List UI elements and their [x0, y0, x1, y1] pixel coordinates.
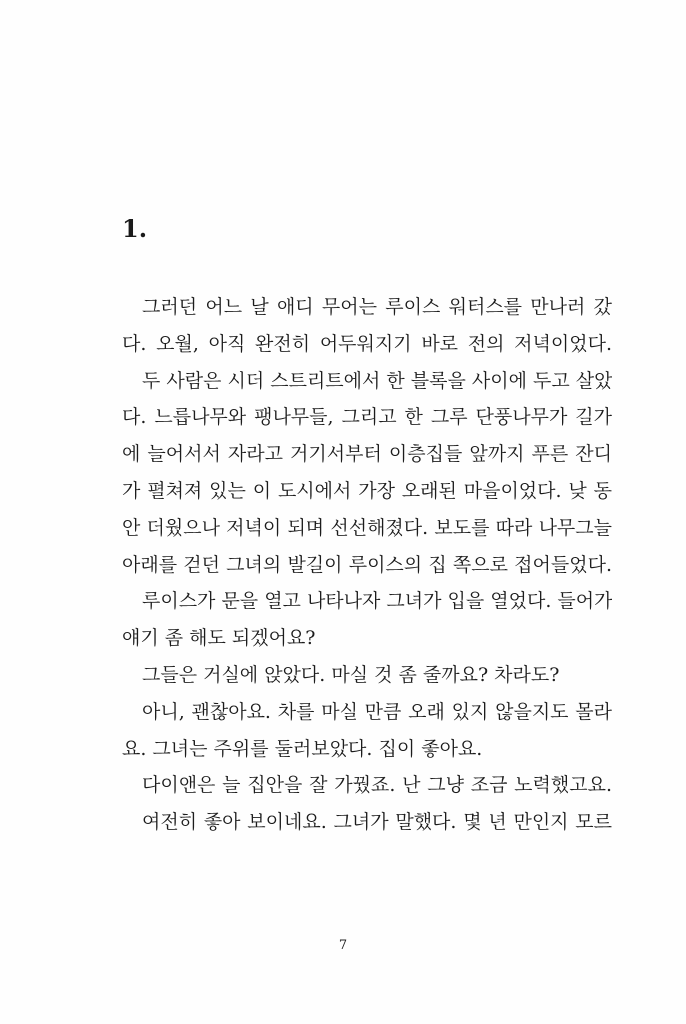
- text-line: 루이스가 문을 열고 나타나자 그녀가 입을 열었다. 들어가: [142, 590, 612, 613]
- text-line: 두 사람은 시더 스트리트에서 한 블록을 사이에 두고 살았: [142, 369, 612, 392]
- text-line: 다. 느릅나무와 팽나무들, 그리고 한 그루 단풍나무가 길가: [122, 406, 612, 429]
- text-line: 안 더웠으나 저녁이 되며 선선해졌다. 보도를 따라 나무그늘: [122, 516, 612, 539]
- text-line: 가 펼쳐져 있는 이 도시에서 가장 오래된 마을이었다. 낮 동: [122, 479, 612, 502]
- chapter-heading: 1.: [122, 214, 148, 243]
- body-text: [122, 289, 612, 841]
- text-line: 아래를 걷던 그녀의 발길이 루이스의 집 쪽으로 접어들었다.: [122, 553, 612, 576]
- text-line: 다. 오월, 아직 완전히 어두워지기 바로 전의 저녁이었다.: [122, 332, 612, 355]
- text-line: 다이앤은 늘 집안을 잘 가꿨죠. 난 그냥 조금 노력했고요.: [142, 774, 612, 797]
- text-line: 요. 그녀는 주위를 둘러보았다. 집이 좋아요.: [122, 737, 483, 760]
- text-line: 그러던 어느 날 애디 무어는 루이스 워터스를 만나러 갔: [142, 296, 612, 318]
- page-number: 7: [338, 938, 348, 953]
- text-line: 아니, 괜찮아요. 차를 마실 만큼 오래 있지 않을지도 몰라: [142, 700, 612, 723]
- text-line: 그들은 거실에 앉았다. 마실 것 좀 줄까요? 차라도?: [142, 663, 560, 686]
- text-line: 에 늘어서서 자라고 거기서부터 이층집들 앞까지 푸른 잔디: [122, 443, 612, 466]
- text-line: 얘기 좀 해도 되겠어요?: [122, 627, 316, 650]
- text-line: 여전히 좋아 보이네요. 그녀가 말했다. 몇 년 만인지 모르: [142, 811, 612, 834]
